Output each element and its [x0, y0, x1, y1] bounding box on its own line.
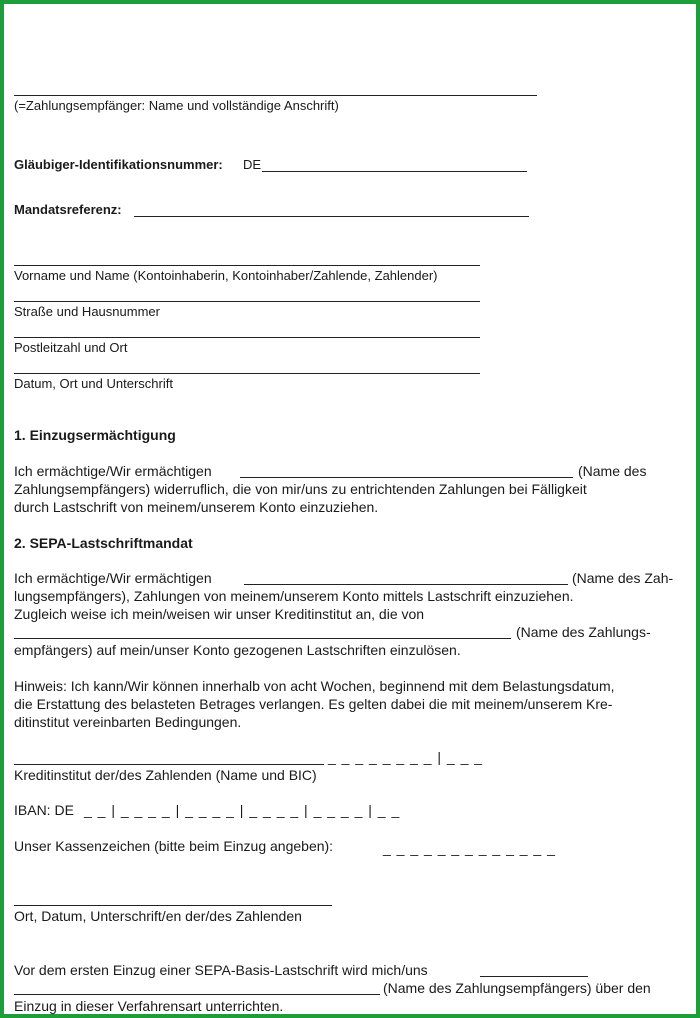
hint-line1: Hinweis: Ich kann/Wir können innerhalb von acht Wochen, beginnend mit dem Belastungsdatum, [14, 678, 615, 694]
street-caption: Straße und Hausnummer [14, 304, 160, 319]
section2-line2: lungsempfängers), Zahlungen von meinem/unserem Konto mittels Lastschrift einzuziehen. [14, 588, 574, 604]
cash-ref-field[interactable]: _ _ _ _ _ _ _ _ _ _ _ _ _ [383, 840, 556, 856]
iban-field[interactable]: _ _ | _ _ _ _ | _ _ _ _ | _ _ _ _ | _ _ _ _ | _ _ [84, 802, 401, 818]
bank-name-line[interactable] [14, 764, 324, 765]
payer-name-caption: Vorname und Name (Kontoinhaberin, Kontoinhaber/Zahlende, Zahlender) [14, 268, 438, 283]
hint-line2: die Erstattung des belasteten Betrages verlangen. Es gelten dabei die mit meinem/unserem Kre- [14, 696, 613, 712]
mandate-ref-line[interactable] [134, 216, 529, 217]
cash-ref-label: Unser Kassenzeichen (bitte beim Einzug angeben): [14, 838, 334, 854]
section2-line1-end: (Name des Zah- [572, 570, 674, 586]
hint-text [14, 677, 686, 731]
hint-line3: ditinstitut vereinbarten Bedingungen. [14, 714, 242, 730]
postal-city-caption: Postleitzahl und Ort [14, 340, 128, 355]
section2-line1-start: Ich ermächtige/Wir ermächtigen [14, 570, 212, 586]
bank-caption: Kreditinstitut der/des Zahlenden (Name und BIC) [14, 767, 317, 783]
creditor-id-line[interactable] [262, 171, 527, 172]
bic-field[interactable]: _ _ _ _ _ _ _ _ | _ _ _ [328, 749, 484, 765]
mandate-ref-label: Mandatsreferenz: [14, 202, 122, 217]
section1-line3: durch Lastschrift von meinem/unserem Konto einzuziehen. [14, 499, 379, 515]
recipient-line[interactable] [14, 95, 537, 96]
payer-name-line[interactable] [14, 265, 480, 266]
section1-text [14, 480, 686, 516]
creditor-id-prefix: DE [243, 157, 262, 172]
section2-line3: Zugleich weise ich mein/weisen wir unser Kreditinstitut an, die von [14, 606, 425, 622]
section1-line1-end: (Name des [578, 463, 647, 479]
section1-line2: Zahlungsempfängers) widerruflich, die von mir/uns zu entrichtenden Zahlungen bei Fälligkeit [14, 481, 587, 497]
creditor-id-label: Gläubiger-Identifikationsnummer: [14, 157, 223, 172]
iban-label: IBAN: DE [14, 802, 74, 818]
section2-heading: 2. SEPA-Lastschriftmandat [14, 535, 193, 551]
footer-line1: Vor dem ersten Einzug einer SEPA-Basis-Lastschrift wird mich/uns [14, 962, 428, 978]
signature-caption: Ort, Datum, Unterschrift/en der/des Zahlenden [14, 908, 302, 924]
section1-recipient-line[interactable] [240, 477, 573, 478]
recipient-caption: (=Zahlungsempfänger: Name und vollständige Anschrift) [14, 98, 339, 113]
section2-text [14, 587, 686, 623]
postal-city-line[interactable] [14, 337, 480, 338]
section2-recipient-line[interactable] [244, 584, 568, 585]
signature-line[interactable] [14, 905, 332, 906]
section2-recipient-line-2[interactable] [14, 638, 511, 639]
section2-line5: empfängers) auf mein/unser Konto gezogenen Lastschriften einzulösen. [14, 642, 461, 658]
footer-line3: Einzug in dieser Verfahrensart unterrichten. [14, 998, 284, 1014]
date-signature-line[interactable] [14, 373, 480, 374]
street-line[interactable] [14, 301, 480, 302]
footer-recipient-line-1[interactable] [480, 976, 588, 977]
section1-line1-start: Ich ermächtige/Wir ermächtigen [14, 463, 212, 479]
date-signature-caption: Datum, Ort und Unterschrift [14, 376, 173, 391]
footer-recipient-line-2[interactable] [14, 994, 380, 995]
section1-heading: 1. Einzugsermächtigung [14, 427, 176, 443]
footer-line2-end: (Name des Zahlungsempfängers) über den [383, 980, 651, 996]
section2-line4-end: (Name des Zahlungs- [516, 624, 651, 640]
